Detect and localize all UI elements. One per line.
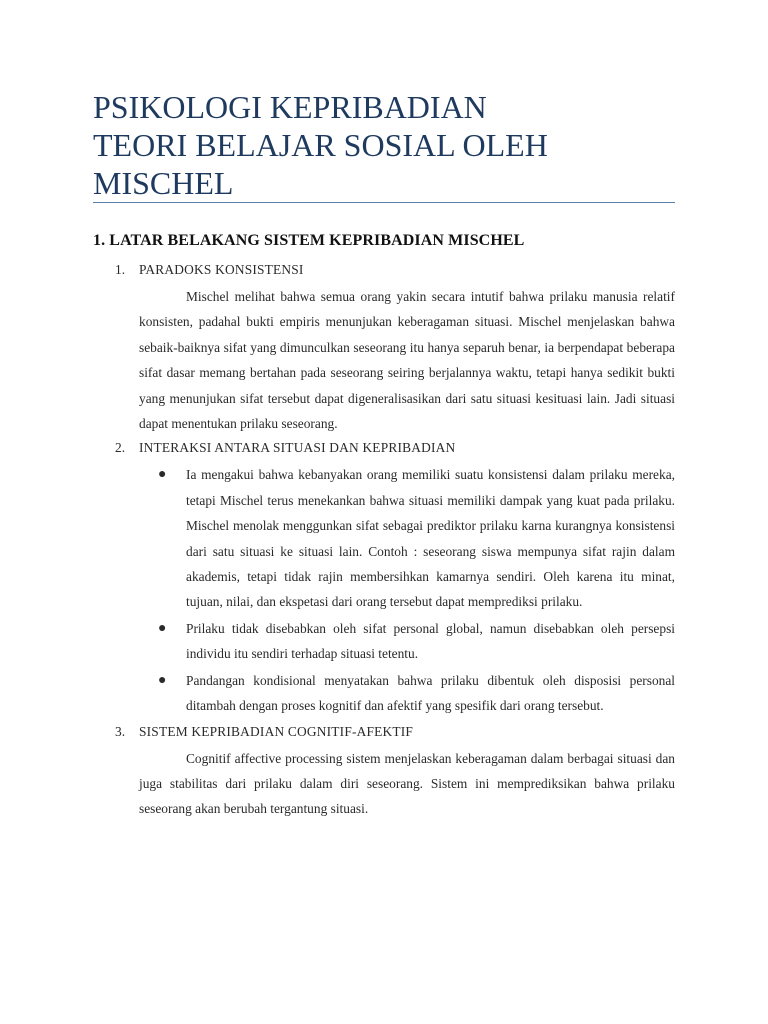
item-title: SISTEM KEPRIBADIAN COGNITIF-AFEKTIF xyxy=(139,723,414,739)
title-line: PSIKOLOGI KEPRIBADIAN xyxy=(93,89,487,125)
bullet-item xyxy=(139,668,675,719)
list-item-heading xyxy=(93,436,675,462)
list-item-heading xyxy=(93,258,675,284)
bullet-item xyxy=(139,616,675,667)
bullet-list xyxy=(93,462,675,718)
bullet-text: Ia mengakui bahwa kebanyakan orang memiliki suatu konsistensi dalam prilaku mereka, tetapi Mischel terus menekankan bahwa situasi memiliki dampak yang kuat pada prilaku. Mischel menolak menggunkan sifat sebagai prediktor prilaku karna kurangnya konsistensi dari satu situasi ke situasi lain. Contoh : seseorang siswa mempunya sifat rajin dalam akademis, tetapi tidak rajin membersihkan kamarnya sendiri. Oleh karena itu minat, tujuan, nilai, dan ekspetasi dari orang tersebut dapat memprediksi prilaku. xyxy=(186,467,675,610)
section-content xyxy=(93,258,675,822)
item-number: 1. xyxy=(115,262,126,277)
section-heading: 1. LATAR BELAKANG SISTEM KEPRIBADIAN MISCHEL xyxy=(93,232,525,249)
bullet-item xyxy=(139,462,675,614)
item-title: INTERAKSI ANTARA SITUASI DAN KEPRIBADIAN xyxy=(139,440,456,456)
bullet-dot-icon: ● xyxy=(158,672,167,688)
item-number: 3. xyxy=(115,723,126,739)
title-line: MISCHEL xyxy=(93,165,234,201)
item-title: PARADOKS KONSISTENSI xyxy=(139,262,304,277)
bullet-dot-icon: ● xyxy=(158,620,167,636)
item-number: 2. xyxy=(115,440,126,456)
item-paragraph: Cognitif affective processing sistem menjelaskan keberagaman dalam berbagai situasi dan juga stabilitas dari prilaku dalam diri seseorang. Sistem ini memprediksikan bahwa prilaku seseorang akan berubah tergantung situasi. xyxy=(139,750,675,817)
bullet-text: Pandangan kondisional menyatakan bahwa prilaku dibentuk oleh disposisi personal ditambah dengan proses kognitif dan afektif yang spesifik dari orang tersebut. xyxy=(186,672,675,714)
bullet-dot-icon: ● xyxy=(158,467,167,483)
document-title xyxy=(93,88,683,202)
item-paragraph: Mischel melihat bahwa semua orang yakin secara intutif bahwa prilaku manusia relatif konsisten, padahal bukti empiris menunjukan keberagaman situasi. Mischel menjelaskan bahwa sebaik-baiknya sifat yang dimunculkan seseorang itu hanya separuh benar, ia berpendapat beberapa sifat dasar memang bertahan pada seseorang seiring berjalannya waktu, tetapi hanya sedikit bukti yang menunjukan sifat tersebut dapat digeneralisasikan dari satu situasi kesituasi lain. Jadi situasi dapat menentukan prilaku seseorang. xyxy=(139,289,675,432)
title-divider xyxy=(93,202,675,203)
title-line: TEORI BELAJAR SOSIAL OLEH xyxy=(93,127,548,163)
bullet-text: Prilaku tidak disebabkan oleh sifat personal global, namun disebabkan oleh persepsi individu itu sendiri terhadap situasi tetentu. xyxy=(186,620,675,662)
list-item-heading xyxy=(93,720,675,746)
